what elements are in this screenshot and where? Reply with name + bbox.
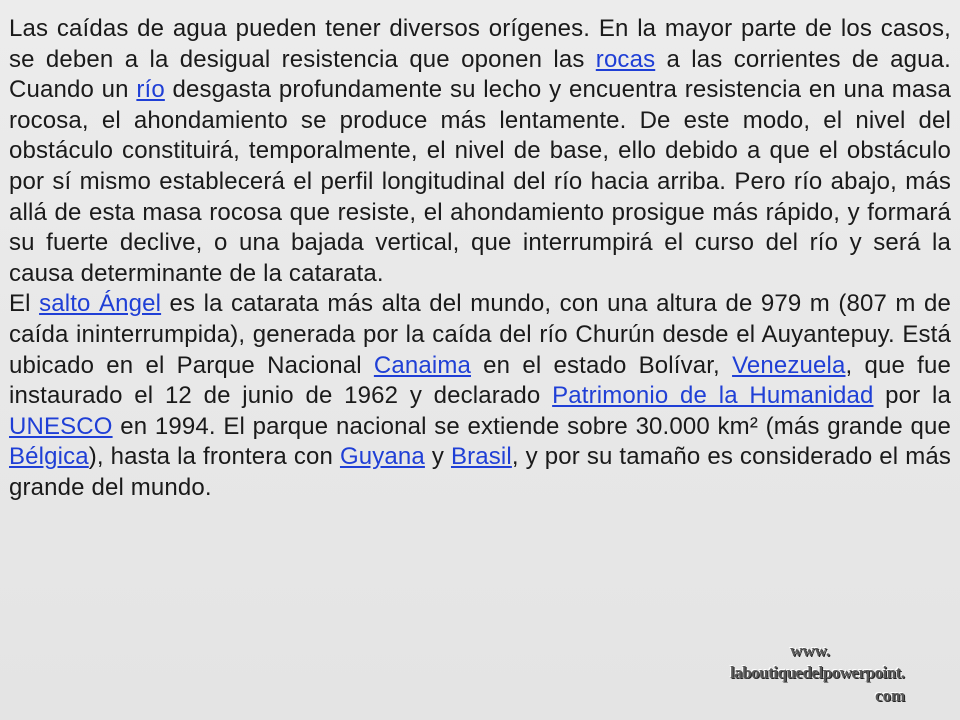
text-run: a las corrientes de agua. Cuando un bbox=[9, 45, 951, 104]
watermark-logo bbox=[690, 640, 955, 716]
link-guyana[interactable]: Guyana bbox=[339, 443, 425, 471]
link-unesco[interactable]: UNESCO bbox=[9, 412, 113, 440]
link-salto-angel[interactable]: salto Ángel bbox=[39, 290, 162, 318]
watermark-line-2: laboutiquedelpowerpoint. bbox=[730, 663, 905, 682]
text-run: y bbox=[424, 443, 451, 471]
text-run: ), hasta la frontera con bbox=[88, 443, 340, 471]
text-run: , y por su tamaño es considerado el más grande del mundo. bbox=[9, 443, 951, 501]
link-belgica[interactable]: Bélgica bbox=[9, 443, 89, 471]
text-run: por la bbox=[873, 382, 951, 410]
text-run: , que fue instaurado el 12 de junio de 1962 y declarado bbox=[9, 351, 951, 410]
text-run: Las caídas de agua pueden tener diversos orígenes. En la mayor parte de los casos, se deben a la desigual resistencia que oponen las bbox=[9, 15, 951, 73]
paragraph-salto-angel bbox=[9, 289, 951, 503]
text-run: es la catarata más alta del mundo, con una altura de 979 m (807 m de caída ininterrumpida), generada por la caída del río Churún desde el Auyantepuy. Está ubicado en el Parque Nacional bbox=[9, 290, 951, 379]
link-brasil[interactable]: Brasil bbox=[450, 443, 512, 471]
slide-body bbox=[9, 14, 951, 504]
link-venezuela[interactable]: Venezuela bbox=[732, 351, 846, 379]
text-run: en 1994. El parque nacional se extiende sobre 30.000 km² (más grande que bbox=[112, 412, 951, 440]
link-rio[interactable]: río bbox=[136, 76, 165, 104]
watermark-line-1: www. bbox=[790, 641, 831, 660]
link-rocas[interactable]: rocas bbox=[595, 45, 656, 73]
link-patrimonio-humanidad[interactable]: Patrimonio de la Humanidad bbox=[552, 382, 874, 410]
text-run: El bbox=[9, 290, 40, 318]
paragraph-waterfall-origins bbox=[9, 14, 951, 289]
watermark-line-3: com bbox=[875, 686, 906, 705]
link-canaima[interactable]: Canaima bbox=[373, 351, 471, 379]
text-run: en el estado Bolívar, bbox=[470, 351, 733, 379]
text-run: desgasta profundamente su lecho y encuentra resistencia en una masa rocosa, el ahondamiento se produce más lentamente. De este modo, el nivel del obstáculo constituirá, temporalmente, el nivel de base, ello debido a que el obstáculo por sí mismo establecerá el perfil longitudinal del río hacia arriba. Pero río abajo, más allá de esta masa rocosa que resiste, el ahondamiento prosigue más rápido, y formará su fuerte declive, o una bajada vertical, que interrumpirá el curso del río y será la causa determinante de la catarata. bbox=[9, 76, 951, 287]
